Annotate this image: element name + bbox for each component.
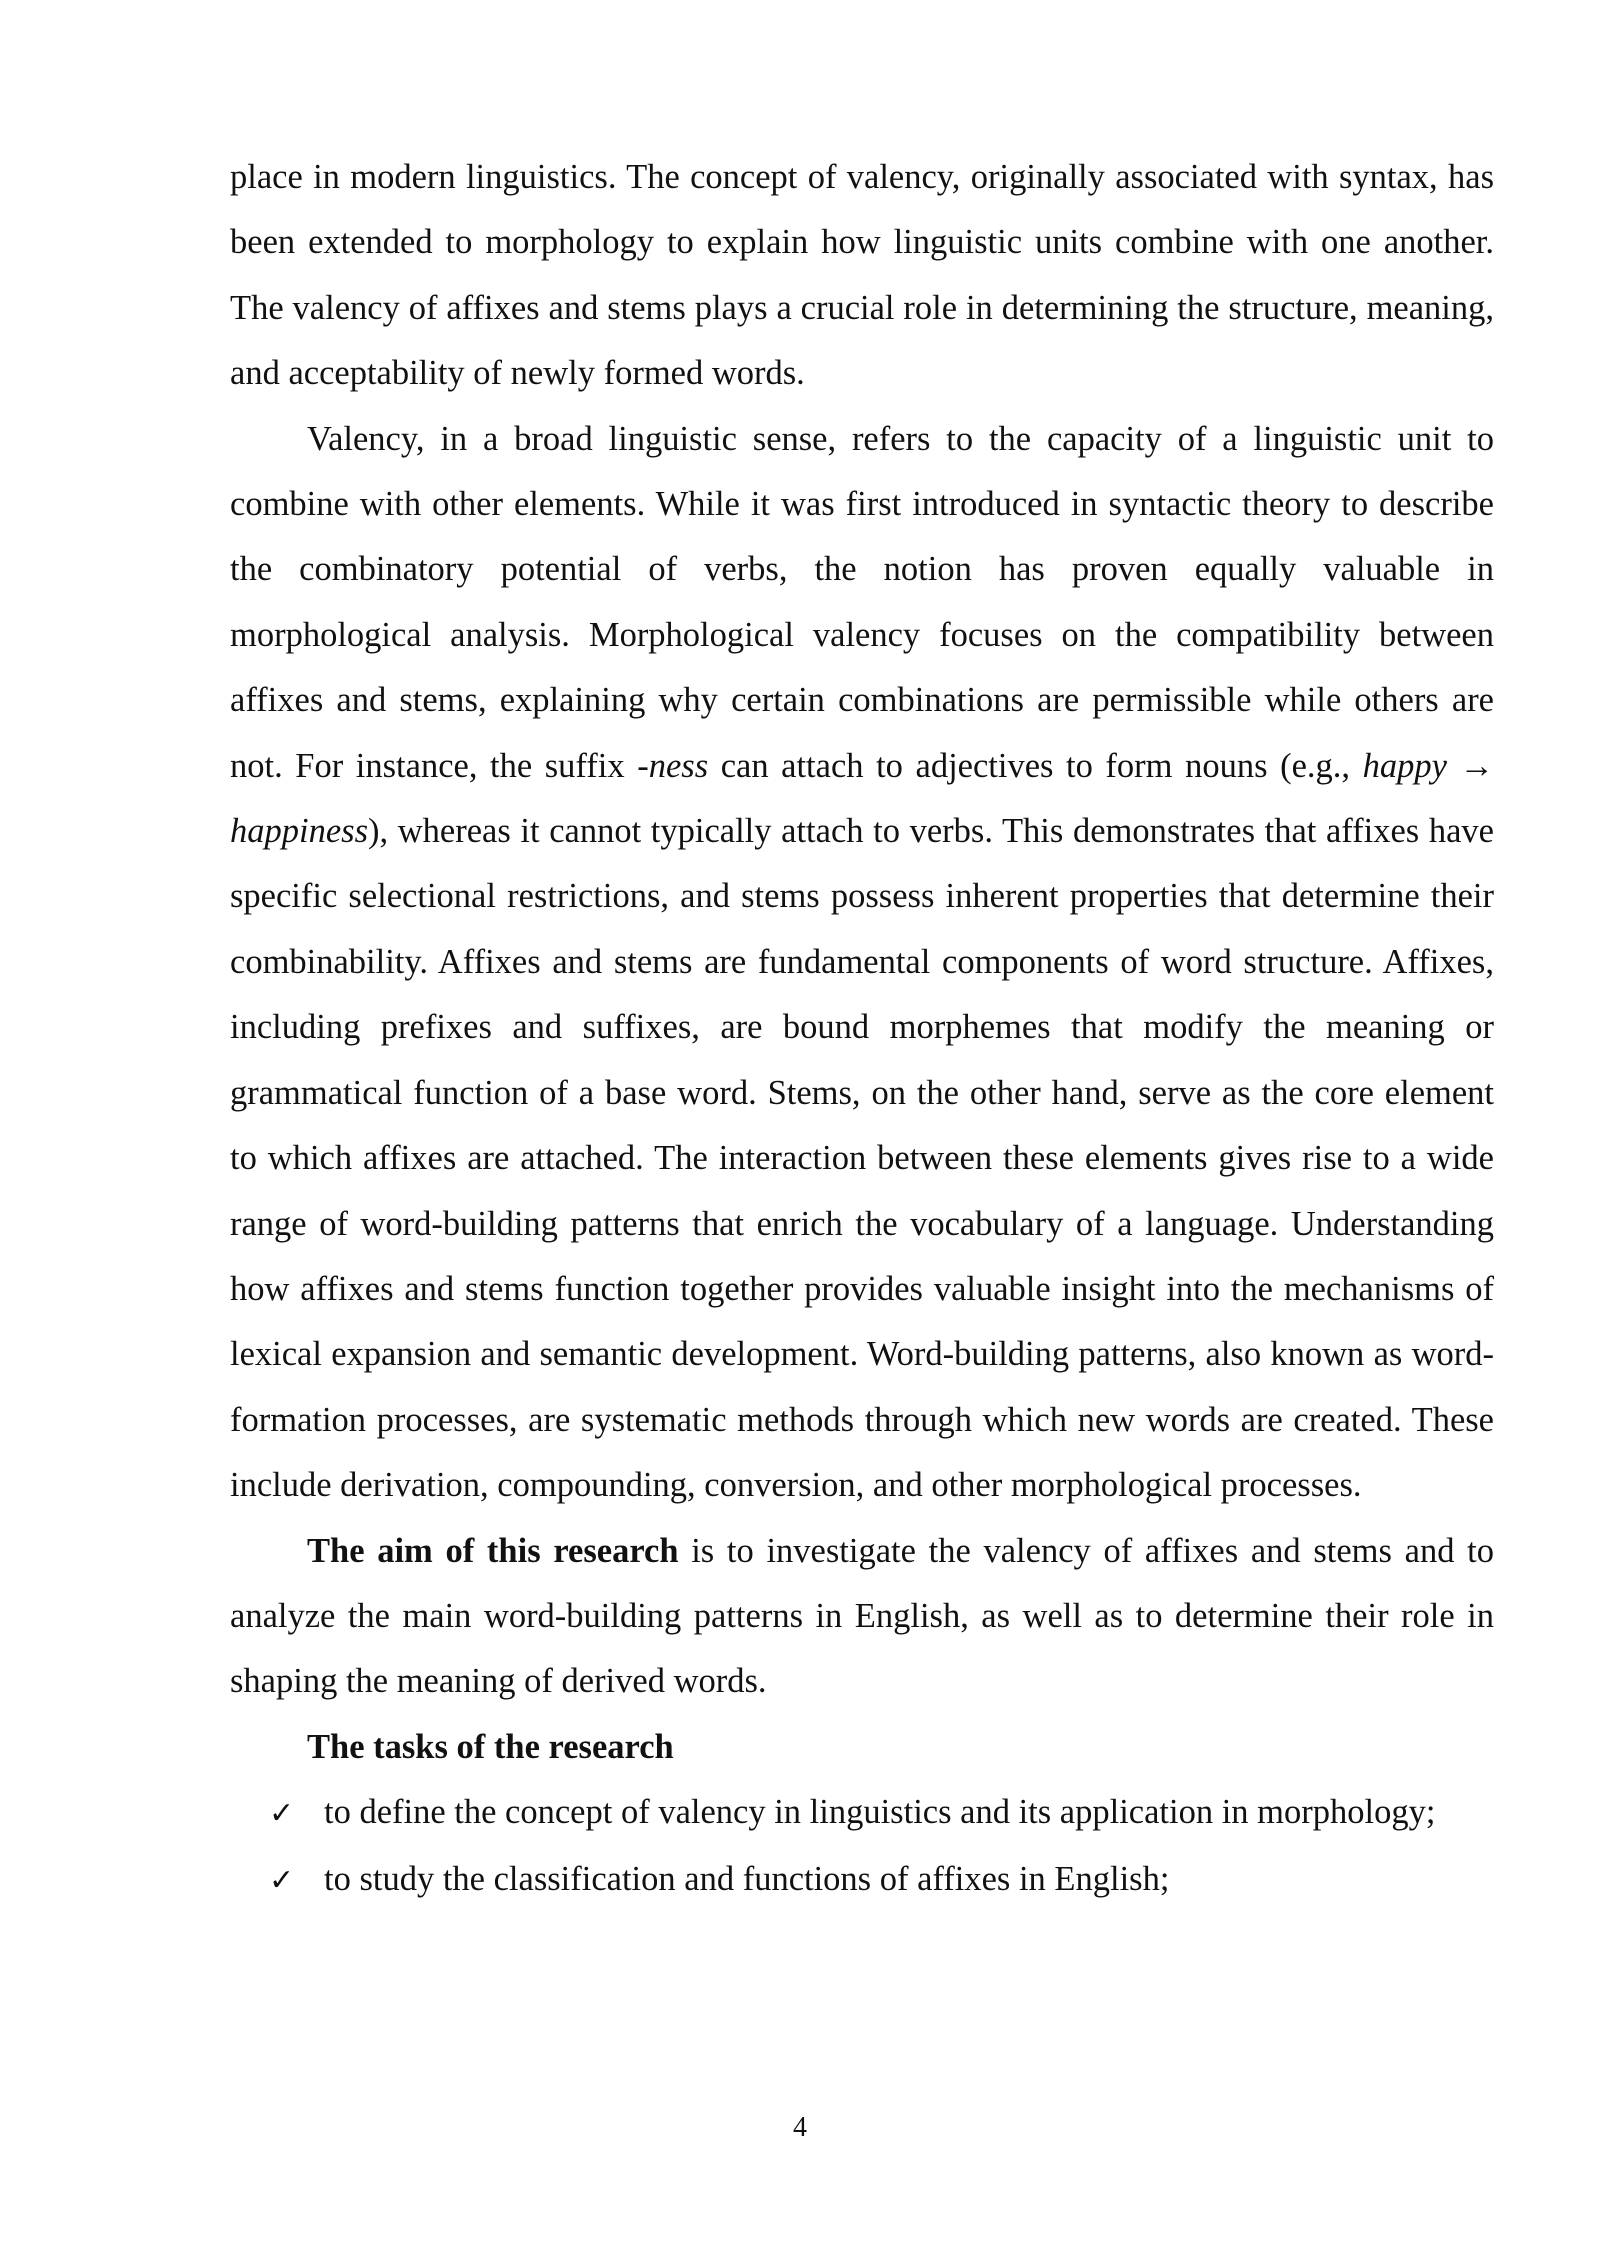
- paragraph-text: is to investigate the valency of affixes and stems and to analyze the main word-building patterns in English, as well as to determine their role in shaping the meaning of derived words.: [230, 1531, 1494, 1701]
- page-number: 4: [793, 2112, 807, 2143]
- aim-label: The aim of this research: [307, 1531, 679, 1570]
- paragraph-text: Valency, in a broad linguistic sense, refers to the capacity of a linguistic unit to combine with other elements. While it was first introduced in syntactic theory to describe the combinatory potential of verbs, the notion has proven equally valuable in morphological analysis. Morphological valency focuses on the compatibility between affixes and stems, explaining why certain combinations are permissible while others are not. For instance, the suffix: [230, 419, 1494, 785]
- task-text: to define the concept of valency in linguistics and its application in morphology;: [324, 1793, 1436, 1832]
- suffix-example: -ness: [637, 746, 709, 785]
- task-text: to study the classification and functions of affixes in English;: [324, 1859, 1170, 1898]
- paragraph-aim: [230, 1519, 1494, 1715]
- word-example: happy → happiness: [230, 746, 1494, 851]
- paragraph-continuation: [230, 145, 1494, 407]
- page-body: [230, 145, 1494, 1913]
- paragraph-text: can attach to adjectives to form nouns (e.g.,: [708, 746, 1363, 785]
- task-item: [230, 1847, 1494, 1913]
- checkmark-icon: ✓: [269, 1862, 295, 1898]
- paragraph-text: place in modern linguistics. The concept of valency, originally associated with syntax, has been extended to morphology to explain how linguistic units combine with one another. The valency of affixes and stems plays a crucial role in determining the structure, meaning, and acceptability of newly formed words.: [230, 158, 1494, 393]
- paragraph-valency: [230, 407, 1494, 1519]
- checkmark-icon: ✓: [269, 1796, 295, 1832]
- paragraph-text: ), whereas it cannot typically attach to verbs. This demonstrates that affixes have specific selectional restrictions, and stems possess inherent properties that determine their combinability. Affixes and stems are fundamental components of word structure. Affixes, including prefixes and suffixes, are bound morphemes that modify the meaning or grammatical function of a base word. Stems, on the other hand, serve as the core element to which affixes are attached. The interaction between these elements gives rise to a wide range of word-building patterns that enrich the vocabulary of a language. Understanding how affixes and stems function together provides valuable insight into the mechanisms of lexical expansion and semantic development. Word-building patterns, also known as word-formation processes, are systematic methods through which new words are created. These include derivation, compounding, conversion, and other morphological processes.: [230, 812, 1494, 1505]
- task-item: [230, 1780, 1494, 1846]
- tasks-heading: The tasks of the research: [307, 1727, 674, 1766]
